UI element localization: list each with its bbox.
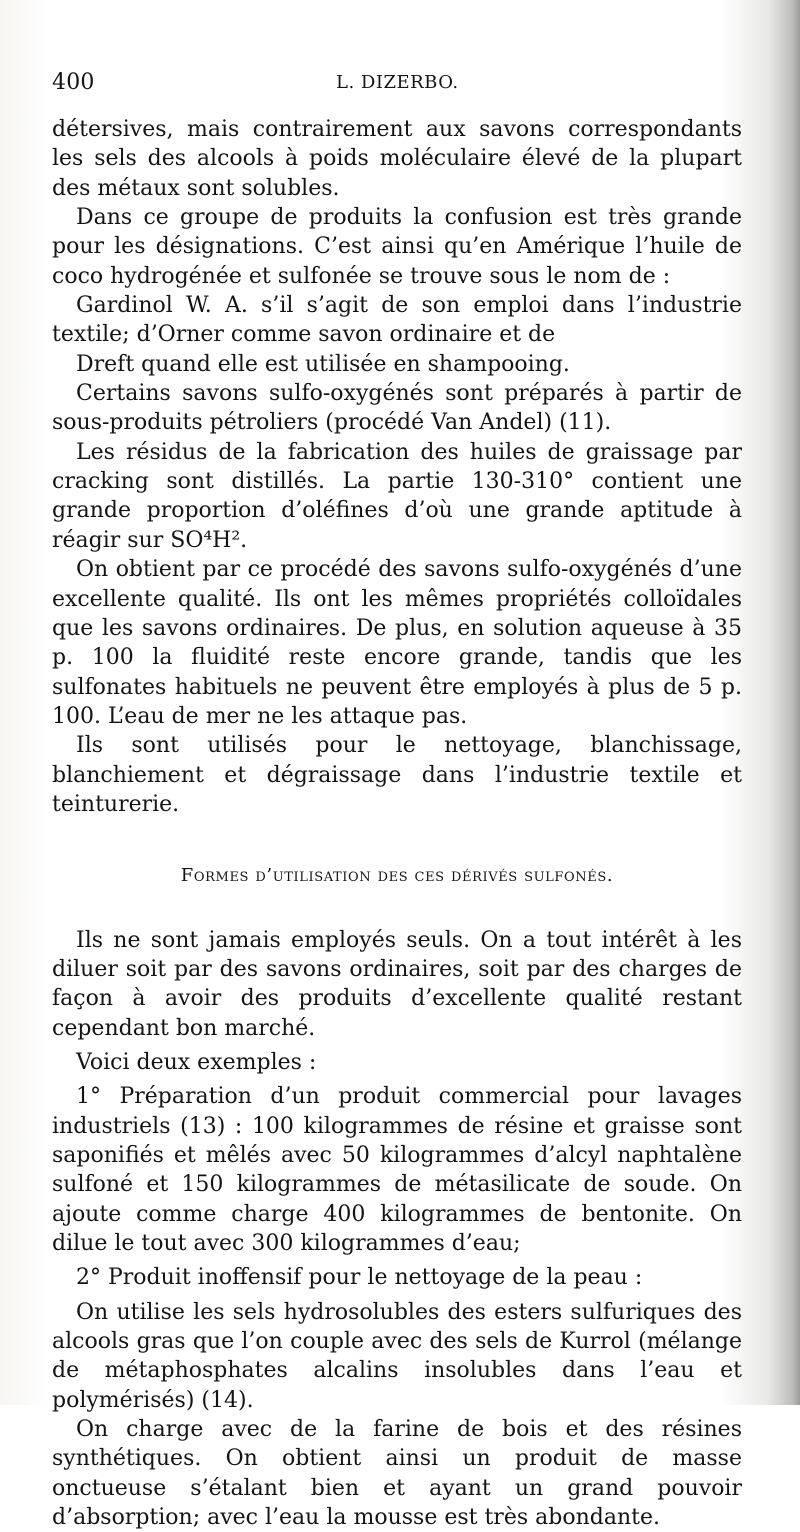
paragraph-examples-intro: Voici deux exemples : xyxy=(76,1049,317,1075)
paragraph-example-one: 1° Préparation d’un produit commercial pour lavages industriels (13) : 100 kilogrammes de résine et graisse sont saponifiés et mêlés avec 50 kilogrammes d’alcyl naphtalène sulfoné et 150 kilogrammes de métasilicate de soude. On ajoute comme charge 400 kilogrammes de bentonite. On dilue le tout avec 300 kilogrammes d’eau; xyxy=(52,1084,742,1257)
section-heading: Formes d’utilisation des ces dérivés sulfonés. xyxy=(180,865,614,887)
paragraph-cracking-residues: Les résidus de la fabrication des huiles de graissage par cracking sont distillés. La partie 130-310° contient une grande proportion d’oléfines d’où une grande aptitude à réagir sur SO⁴H². xyxy=(52,439,742,553)
running-head: L. DIZERBO. xyxy=(336,72,459,93)
paragraph-final: On charge avec de la farine de bois et des résines synthétiques. On obtient ainsi un produit de masse onctueuse s’étalant bien et ayant un grand pouvoir d’absorption; avec l’eau la mousse est très abondante. xyxy=(52,1417,742,1531)
paragraph-properties: On obtient par ce procédé des savons sulfo-oxygénés d’une excellente qualité. Ils ont les mêmes propriétés colloïdales que les savons ordinaires. De plus, en solution aqueuse à 35 p. 100 la fluidité reste encore grande, tandis que les sulfonates habituels ne peuvent être employés à plus de 5 p. 100. L’eau de mer ne les attaque pas. xyxy=(52,557,742,729)
page-header xyxy=(52,70,740,102)
paragraph-dreft: Dreft quand elle est utilisée en shampooing. xyxy=(76,351,570,377)
paragraph-gardinol: Gardinol W. A. s’il s’agit de son emploi dans l’industrie textile; d’Orner comme savon ordinaire et de xyxy=(52,293,742,348)
paragraph-van-andel: Certains savons sulfo-oxygénés sont préparés à partir de sous-produits pétroliers (procédé Van Andel) (11). xyxy=(52,381,742,436)
body-text xyxy=(52,115,742,1532)
paragraph-dilution: Ils ne sont jamais employés seuls. On a tout intérêt à les diluer soit par des savons ordinaires, soit par des charges de façon à avoir des produits d’excellente qualité restant cependant bon marché. xyxy=(52,927,742,1041)
paragraph-kurrol-salts: On utilise les sels hydrosolubles des esters sulfuriques des alcools gras que l’on couple avec des sels de Kurrol (mélange de métaphosphates alcalins insolubles dans l’eau et polymérisés) (14). xyxy=(52,1299,742,1413)
page-number: 400 xyxy=(52,70,95,95)
paragraph-example-two: 2° Produit inoffensif pour le nettoyage de la peau : xyxy=(76,1265,643,1291)
paragraph-continuation: détersives, mais contrairement aux savons correspondants les sels des alcools à poids moléculaire élevé de la plupart des métaux sont solubles. xyxy=(52,117,742,201)
paragraph-designations: Dans ce groupe de produits la confusion est très grande pour les désignations. C’est ainsi qu’en Amérique l’huile de coco hydrogénée et sulfonée se trouve sous le nom de : xyxy=(52,205,742,289)
paragraph-uses: Ils sont utilisés pour le nettoyage, blanchissage, blanchiement et dégraissage dans l’industrie textile et teinturerie. xyxy=(52,733,742,817)
